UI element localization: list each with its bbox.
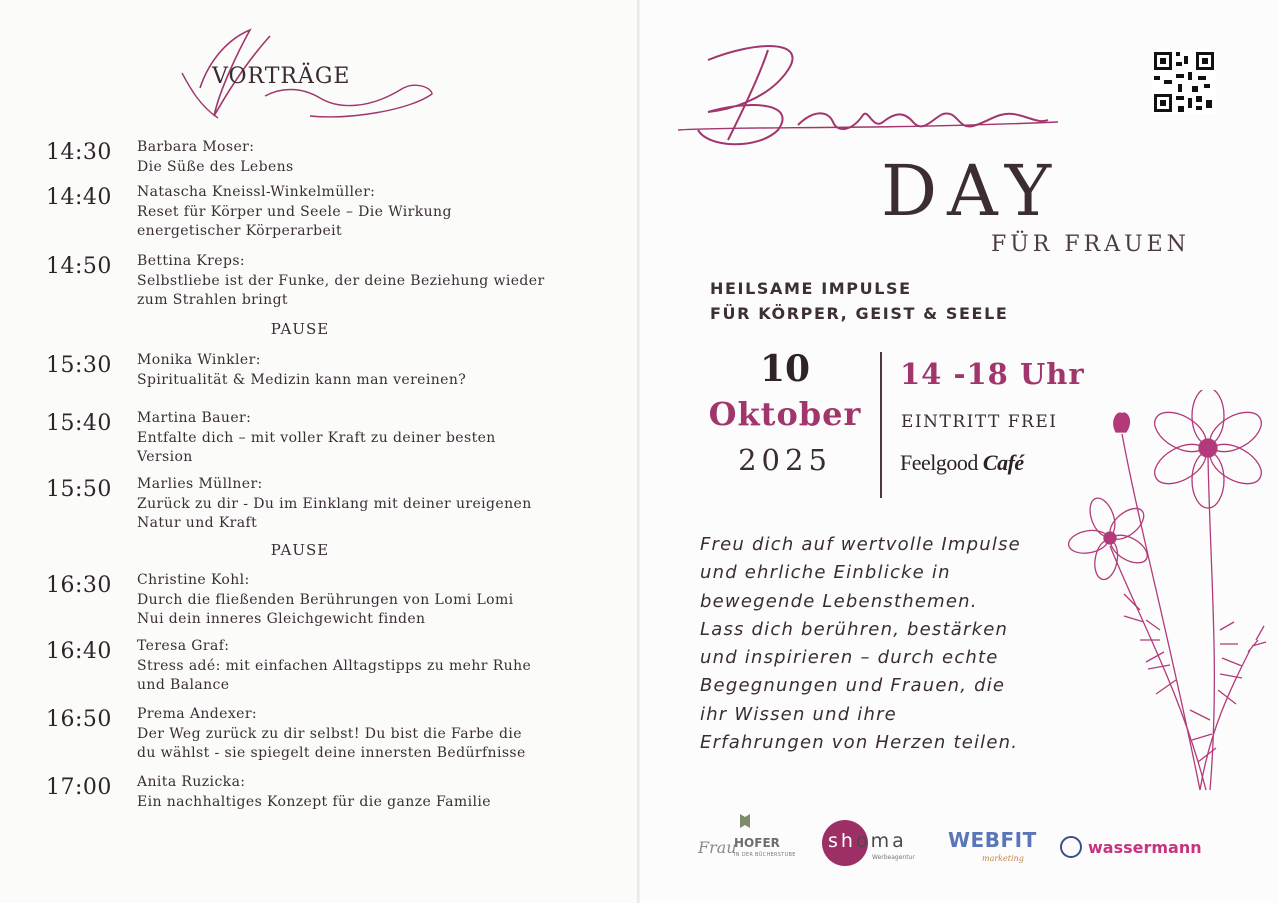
talk-title-line: Entfalte dich – mit voller Kraft zu deiner besten [137, 429, 496, 446]
talk-time: 17:00 [46, 775, 112, 800]
talk-title-line: zum Strahlen bringt [137, 292, 288, 308]
trident-icon [1060, 836, 1082, 858]
talk-text [137, 409, 607, 468]
venue-logo [900, 450, 1024, 476]
event-description [700, 531, 1080, 757]
webfit-logo [948, 828, 1038, 868]
talk-speaker: Barbara Moser: [137, 139, 255, 155]
talk-title-line: Zurück zu dir - Du im Einklang mit deiner ureigenen [137, 495, 532, 512]
talk-title-line: Die Süße des Lebens [137, 158, 294, 175]
webfit-wordmark: WEBFIT [948, 828, 1037, 852]
description-line: Lass dich berühren, bestärken [700, 618, 1009, 640]
talk-speaker: Anita Ruzicka: [137, 774, 246, 790]
talk-time: 15:50 [46, 477, 112, 502]
talk-text [137, 571, 607, 630]
talk-title-line: du wählst - sie spiegelt deine innersten Bedürfnisse [137, 745, 526, 761]
description-line: und ehrliche Einblicke in [700, 562, 951, 584]
description-line: Erfahrungen von Herzen teilen. [700, 732, 1019, 754]
description-line: Freu dich auf wertvolle Impulse [700, 534, 1021, 555]
talk-title-line: Ein nachhaltiges Konzept für die ganze Familie [137, 793, 491, 810]
talk-speaker: Monika Winkler: [137, 352, 261, 368]
pause-label: PAUSE [270, 320, 330, 338]
hofer-script: Frau [698, 838, 737, 857]
webfit-tagline: marketing [982, 854, 1024, 863]
venue-regular: Feelgood [900, 450, 983, 475]
description-line: ihr Wissen und ihre [700, 703, 897, 725]
sponsor-logos [640, 808, 1278, 878]
subtitle: FÜR FRAUEN [991, 232, 1190, 257]
right-page [640, 0, 1278, 903]
pause-label: PAUSE [270, 541, 330, 559]
talk-title-line: Reset für Körper und Seele – Die Wirkung [137, 203, 452, 220]
event-time: 14 -18 Uhr [900, 357, 1085, 391]
talk-time: 16:40 [46, 639, 112, 664]
talk-title-line: Stress adé: mit einfachen Alltagstipps zu mehr Ruhe [137, 657, 532, 674]
talk-time: 14:40 [46, 185, 112, 210]
wassermann-logo [1060, 836, 1210, 866]
talk-time: 14:50 [46, 254, 112, 279]
talk-title-line: Natur und Kraft [137, 515, 258, 531]
hofer-tagline: IN DER BÜCHERSTUBE [734, 852, 796, 858]
talk-speaker: Martina Bauer: [137, 410, 252, 426]
talk-title-line: energetischer Körperarbeit [137, 223, 343, 239]
talk-text [137, 252, 607, 311]
event-date-month: Oktober [708, 395, 862, 433]
talk-time: 15:40 [46, 411, 112, 436]
vortraege-title: VORTRÄGE [212, 64, 351, 89]
talk-speaker: Marlies Müllner: [137, 476, 263, 492]
frau-hofer-logo [696, 812, 796, 872]
talk-title-line: Nui dein inneres Gleichgewicht finden [137, 611, 426, 627]
date-divider [880, 352, 882, 498]
balance-script-lettering [668, 30, 1068, 160]
talk-text [137, 773, 607, 812]
talk-speaker: Prema Andexer: [137, 706, 258, 722]
talk-title-line: Spiritualität & Medizin kann man vereinen? [137, 371, 467, 388]
shoma-logo [822, 820, 932, 868]
talk-text [137, 637, 607, 696]
talk-text [137, 705, 607, 764]
shoma-part: oma [855, 830, 907, 852]
book-icon [738, 812, 752, 830]
shoma-tagline: Werbeagentur [872, 854, 915, 861]
talk-title-line: Der Weg zurück zu dir selbst! Du bist die Farbe die [137, 725, 522, 742]
talk-title-line: und Balance [137, 677, 230, 693]
talk-title-line: Version [137, 449, 193, 465]
entry-info: EINTRITT FREI [901, 412, 1058, 432]
description-line: bewegende Lebensthemen. [700, 590, 978, 612]
talk-text [137, 183, 607, 242]
day-title: DAY [881, 150, 1062, 232]
talk-time: 15:30 [46, 353, 112, 378]
talk-speaker: Teresa Graf: [137, 638, 230, 654]
impulse-heading [710, 276, 1008, 326]
event-date-year: 2025 [738, 443, 832, 477]
talk-text [137, 475, 607, 534]
talk-speaker: Natascha Kneissl-Winkelmüller: [137, 184, 376, 200]
venue-italic: Café [982, 450, 1024, 475]
talk-time: 14:30 [46, 140, 112, 165]
shoma-part: sh [828, 830, 856, 852]
wassermann-wordmark: wassermann [1088, 838, 1202, 857]
talk-speaker: Bettina Kreps: [137, 253, 246, 269]
talk-text [137, 138, 607, 177]
qr-code-icon [1152, 50, 1216, 114]
talk-title-line: Selbstliebe ist der Funke, der deine Beziehung wieder [137, 272, 545, 289]
event-date-day: 10 [759, 348, 811, 390]
talk-text [137, 351, 607, 390]
impulse-line: HEILSAME IMPULSE [710, 279, 912, 298]
impulse-line: FÜR KÖRPER, GEIST & SEELE [710, 304, 1009, 323]
shoma-wordmark [828, 830, 907, 852]
talk-speaker: Christine Kohl: [137, 572, 250, 588]
cosmos-flower-illustration [1060, 390, 1278, 810]
talk-time: 16:50 [46, 707, 112, 732]
hofer-name: HOFER [734, 836, 780, 850]
left-page [0, 0, 638, 903]
talk-time: 16:30 [46, 573, 112, 598]
talk-title-line: Durch die fließenden Berührungen von Lomi Lomi [137, 591, 514, 608]
description-line: Begegnungen und Frauen, die [700, 675, 1006, 697]
description-line: und inspirieren – durch echte [700, 647, 999, 669]
